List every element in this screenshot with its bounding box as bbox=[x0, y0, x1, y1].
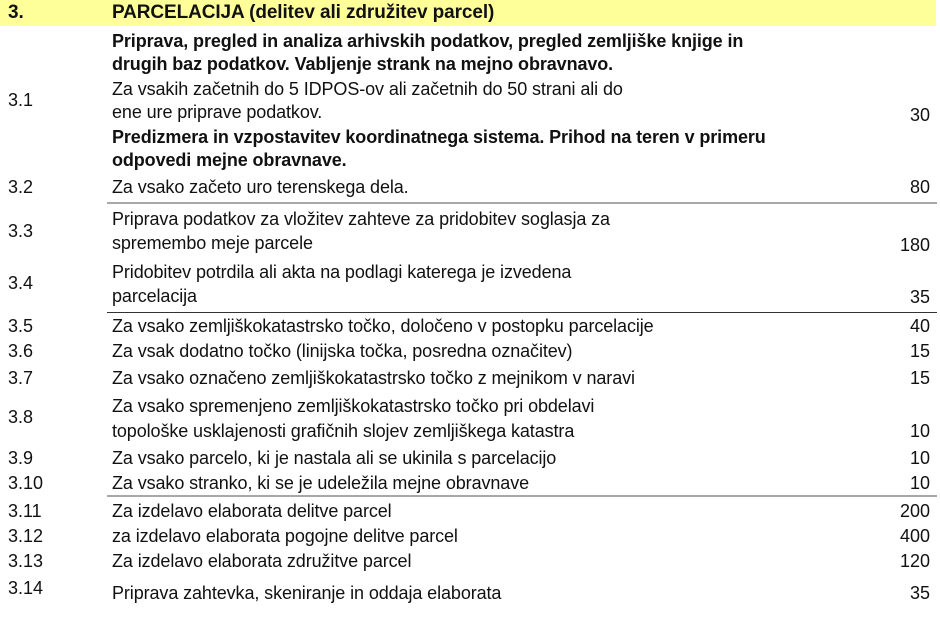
item-value: 400 bbox=[899, 526, 930, 546]
row-divider bbox=[107, 202, 937, 204]
item-value: 10 bbox=[909, 473, 930, 493]
item-number: 3.14 bbox=[8, 578, 44, 598]
row-divider bbox=[107, 495, 937, 497]
item-number: 3.7 bbox=[8, 368, 34, 388]
item-description: Pridobitev potrdila ali akta na podlagi katerega je izvedena bbox=[112, 262, 572, 282]
item-number: 3.8 bbox=[8, 407, 34, 427]
item-value: 40 bbox=[909, 316, 930, 336]
item-number: 3.4 bbox=[8, 273, 34, 293]
item-description: Za vsako označeno zemljiškokatastrsko točko z mejnikom v naravi bbox=[112, 368, 635, 388]
subheading-2-line-1: Predizmera in vzpostavitev koordinatnega sistema. Prihod na teren v primeru bbox=[112, 127, 766, 147]
item-number: 3.13 bbox=[8, 551, 44, 571]
section-title: PARCELACIJA (delitev ali združitev parcel) bbox=[112, 2, 495, 23]
item-value: 120 bbox=[899, 551, 930, 571]
item-description: Priprava zahtevka, skeniranje in oddaja elaborata bbox=[112, 583, 502, 603]
item-description: Za vsakih začetnih do 5 IDPOS-ov ali začetnih do 50 strani ali do bbox=[112, 79, 623, 99]
item-value: 180 bbox=[899, 235, 930, 255]
item-description-cont: spremembo meje parcele bbox=[112, 233, 313, 253]
item-description: Za vsako zemljiškokatastrsko točko, določeno v postopku parcelacije bbox=[112, 316, 654, 336]
item-value: 30 bbox=[909, 105, 930, 125]
subheading-2-line-2: odpovedi mejne obravnave. bbox=[112, 150, 347, 170]
item-number: 3.10 bbox=[8, 473, 44, 493]
item-description-cont: ene ure priprave podatkov. bbox=[112, 102, 323, 122]
subheading-1-line-2: drugih baz podatkov. Vabljenje strank na mejno obravnavo. bbox=[112, 54, 614, 74]
item-value: 80 bbox=[909, 177, 930, 197]
item-description: Za vsako parcelo, ki je nastala ali se ukinila s parcelacijo bbox=[112, 448, 557, 468]
item-number: 3.12 bbox=[8, 526, 44, 546]
item-value: 10 bbox=[909, 448, 930, 468]
item-number: 3.1 bbox=[8, 90, 34, 110]
item-description-cont: topološke usklajenosti grafičnih slojev zemljiškega katastra bbox=[112, 421, 575, 441]
item-description-cont: parcelacija bbox=[112, 286, 197, 306]
subheading-1-line-1: Priprava, pregled in analiza arhivskih podatkov, pregled zemljiške knjige in bbox=[112, 31, 744, 51]
item-description: Za vsako spremenjeno zemljiškokatastrsko točko pri obdelavi bbox=[112, 396, 595, 416]
item-number: 3.5 bbox=[8, 316, 34, 336]
item-value: 15 bbox=[909, 368, 930, 388]
item-value: 200 bbox=[899, 501, 930, 521]
item-value: 15 bbox=[909, 341, 930, 361]
item-value: 10 bbox=[909, 421, 930, 441]
item-description: Za izdelavo elaborata združitve parcel bbox=[112, 551, 412, 571]
item-number: 3.2 bbox=[8, 177, 34, 197]
item-description: za izdelavo elaborata pogojne delitve parcel bbox=[112, 526, 458, 546]
item-number: 3.6 bbox=[8, 341, 34, 361]
item-number: 3.11 bbox=[8, 501, 42, 521]
item-description: Za vsak dodatno točko (linijska točka, posredna označitev) bbox=[112, 341, 573, 361]
item-description: Za vsako stranko, ki se je udeležila mejne obravnave bbox=[112, 473, 530, 493]
item-number: 3.3 bbox=[8, 221, 34, 241]
item-description: Za izdelavo elaborata delitve parcel bbox=[112, 501, 392, 521]
item-description: Priprava podatkov za vložitev zahteve za pridobitev soglasja za bbox=[112, 209, 610, 229]
item-value: 35 bbox=[909, 287, 930, 307]
item-value: 35 bbox=[909, 583, 930, 603]
row-divider bbox=[107, 312, 937, 313]
item-description: Za vsako začeto uro terenskega dela. bbox=[112, 177, 409, 197]
item-number: 3.9 bbox=[8, 448, 34, 468]
section-number: 3. bbox=[8, 2, 24, 23]
